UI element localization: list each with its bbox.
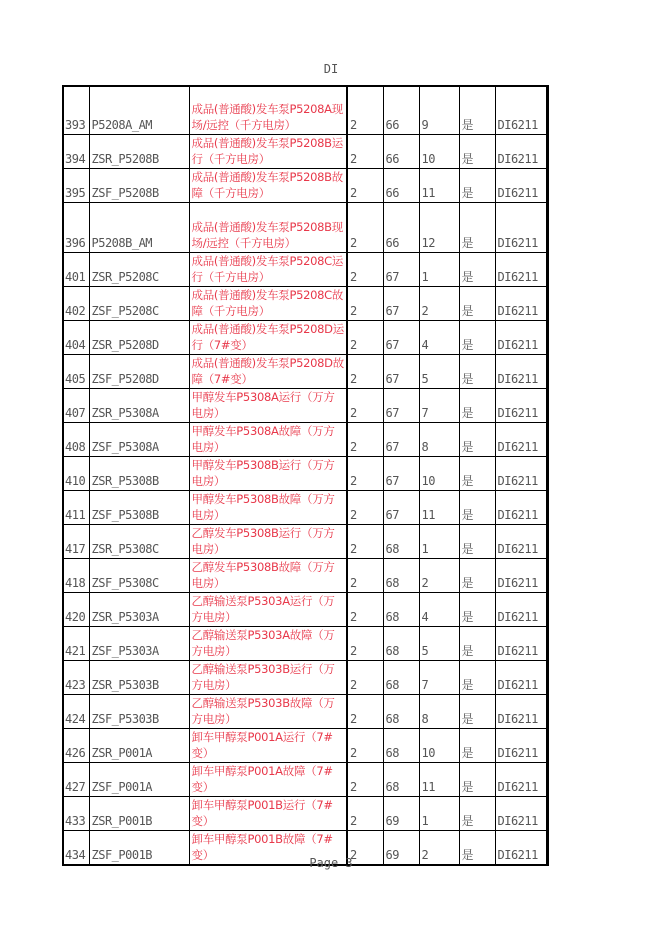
- enabled-cell: 是: [459, 422, 495, 456]
- module-cell: DI6211: [495, 762, 547, 796]
- module-cell: DI6211: [495, 830, 547, 865]
- enabled-cell: 是: [459, 592, 495, 626]
- card-type-cell: 2: [347, 694, 383, 728]
- row-number-cell: 427: [63, 762, 89, 796]
- card-number-cell: 68: [383, 626, 419, 660]
- channel-cell: 4: [419, 592, 459, 626]
- tag-cell: ZSR_P5308B: [89, 456, 189, 490]
- table-row: [63, 660, 547, 694]
- table-row: [63, 388, 547, 422]
- module-cell: DI6211: [495, 490, 547, 524]
- row-number-cell: 396: [63, 202, 89, 252]
- card-type-cell: 2: [347, 592, 383, 626]
- tag-cell: ZSR_P001A: [89, 728, 189, 762]
- row-number-cell: 417: [63, 524, 89, 558]
- enabled-cell: 是: [459, 252, 495, 286]
- description-cell: 甲醇发车P5308A故障（万方电房）: [189, 422, 347, 456]
- table-row: [63, 796, 547, 830]
- module-cell: DI6211: [495, 660, 547, 694]
- row-number-cell: 433: [63, 796, 89, 830]
- tag-cell: P5208A_AM: [89, 86, 189, 134]
- enabled-cell: 是: [459, 830, 495, 865]
- card-type-cell: 2: [347, 354, 383, 388]
- module-cell: DI6211: [495, 592, 547, 626]
- table-row: [63, 252, 547, 286]
- table-row: [63, 762, 547, 796]
- description-cell: 乙醇发车P5308B故障（万方电房）: [189, 558, 347, 592]
- card-type-cell: 2: [347, 86, 383, 134]
- tag-cell: ZSR_P5208B: [89, 134, 189, 168]
- row-number-cell: 407: [63, 388, 89, 422]
- tag-cell: ZSR_P5308C: [89, 524, 189, 558]
- card-number-cell: 67: [383, 490, 419, 524]
- card-type-cell: 2: [347, 524, 383, 558]
- card-type-cell: 2: [347, 388, 383, 422]
- tag-cell: ZSR_P5303A: [89, 592, 189, 626]
- card-type-cell: 2: [347, 728, 383, 762]
- row-number-cell: 420: [63, 592, 89, 626]
- card-number-cell: 67: [383, 320, 419, 354]
- table-row: [63, 168, 547, 202]
- tag-cell: ZSF_P5208D: [89, 354, 189, 388]
- row-number-cell: 395: [63, 168, 89, 202]
- row-number-cell: 411: [63, 490, 89, 524]
- description-cell: 卸车甲醇泵P001B运行（7#变）: [189, 796, 347, 830]
- description-cell: 甲醇发车P5308B运行（万方电房）: [189, 456, 347, 490]
- table-row: [63, 354, 547, 388]
- module-cell: DI6211: [495, 354, 547, 388]
- tag-cell: ZSF_P5308A: [89, 422, 189, 456]
- channel-cell: 11: [419, 168, 459, 202]
- channel-cell: 11: [419, 762, 459, 796]
- enabled-cell: 是: [459, 286, 495, 320]
- description-cell: 卸车甲醇泵P001A故障（7#变）: [189, 762, 347, 796]
- module-cell: DI6211: [495, 286, 547, 320]
- table-row: [63, 286, 547, 320]
- module-cell: DI6211: [495, 202, 547, 252]
- card-type-cell: 2: [347, 796, 383, 830]
- row-number-cell: 393: [63, 86, 89, 134]
- channel-cell: 2: [419, 286, 459, 320]
- channel-cell: 10: [419, 134, 459, 168]
- card-type-cell: 2: [347, 490, 383, 524]
- channel-cell: 2: [419, 558, 459, 592]
- enabled-cell: 是: [459, 728, 495, 762]
- tag-cell: ZSF_P001B: [89, 830, 189, 865]
- card-number-cell: 69: [383, 796, 419, 830]
- description-cell: 甲醇发车P5308B故障（万方电房）: [189, 490, 347, 524]
- channel-cell: 5: [419, 354, 459, 388]
- table-row: [63, 728, 547, 762]
- sheet-header-title: DI: [323, 62, 339, 76]
- row-number-cell: 404: [63, 320, 89, 354]
- table-row: [63, 422, 547, 456]
- tag-cell: ZSR_P5208D: [89, 320, 189, 354]
- description-cell: 乙醇输送泵P5303B故障（万方电房）: [189, 694, 347, 728]
- row-number-cell: 405: [63, 354, 89, 388]
- channel-cell: 12: [419, 202, 459, 252]
- description-cell: 成品(普通酸)发车泵P5208C运行（千方电房）: [189, 252, 347, 286]
- tag-cell: P5208B_AM: [89, 202, 189, 252]
- card-number-cell: 68: [383, 762, 419, 796]
- table-row: [63, 490, 547, 524]
- table-body: [63, 86, 547, 865]
- module-cell: DI6211: [495, 728, 547, 762]
- channel-cell: 7: [419, 388, 459, 422]
- tag-cell: ZSR_P001B: [89, 796, 189, 830]
- enabled-cell: 是: [459, 626, 495, 660]
- card-number-cell: 66: [383, 86, 419, 134]
- card-type-cell: 2: [347, 252, 383, 286]
- module-cell: DI6211: [495, 168, 547, 202]
- card-number-cell: 67: [383, 388, 419, 422]
- enabled-cell: 是: [459, 694, 495, 728]
- row-number-cell: 408: [63, 422, 89, 456]
- row-number-cell: 394: [63, 134, 89, 168]
- card-type-cell: 2: [347, 320, 383, 354]
- module-cell: DI6211: [495, 86, 547, 134]
- card-number-cell: 67: [383, 422, 419, 456]
- card-number-cell: 67: [383, 286, 419, 320]
- description-cell: 卸车甲醇泵P001A运行（7#变）: [189, 728, 347, 762]
- card-type-cell: 2: [347, 134, 383, 168]
- table-row: [63, 320, 547, 354]
- channel-cell: 9: [419, 86, 459, 134]
- enabled-cell: 是: [459, 168, 495, 202]
- table-row: [63, 456, 547, 490]
- row-number-cell: 410: [63, 456, 89, 490]
- module-cell: DI6211: [495, 252, 547, 286]
- module-cell: DI6211: [495, 134, 547, 168]
- channel-cell: 10: [419, 456, 459, 490]
- row-number-cell: 434: [63, 830, 89, 865]
- channel-cell: 2: [419, 830, 459, 865]
- card-number-cell: 68: [383, 694, 419, 728]
- row-number-cell: 402: [63, 286, 89, 320]
- description-cell: 成品(普通酸)发车泵P5208B故障（千方电房）: [189, 168, 347, 202]
- enabled-cell: 是: [459, 762, 495, 796]
- channel-cell: 5: [419, 626, 459, 660]
- enabled-cell: 是: [459, 490, 495, 524]
- page-number: Page 3: [309, 856, 353, 870]
- enabled-cell: 是: [459, 456, 495, 490]
- card-type-cell: 2: [347, 830, 383, 865]
- table-row: [63, 558, 547, 592]
- tag-cell: ZSF_P5208C: [89, 286, 189, 320]
- card-type-cell: 2: [347, 558, 383, 592]
- tag-cell: ZSF_P5303B: [89, 694, 189, 728]
- description-cell: 乙醇发车P5308B运行（万方电房）: [189, 524, 347, 558]
- card-number-cell: 69: [383, 830, 419, 865]
- card-number-cell: 68: [383, 524, 419, 558]
- card-number-cell: 68: [383, 660, 419, 694]
- tag-cell: ZSR_P5208C: [89, 252, 189, 286]
- module-cell: DI6211: [495, 524, 547, 558]
- description-cell: 成品(普通酸)发车泵P5208B现场/远控（千方电房）: [189, 202, 347, 252]
- module-cell: DI6211: [495, 456, 547, 490]
- enabled-cell: 是: [459, 320, 495, 354]
- tag-cell: ZSF_P5208B: [89, 168, 189, 202]
- description-cell: 乙醇输送泵P5303B运行（万方电房）: [189, 660, 347, 694]
- card-type-cell: 2: [347, 422, 383, 456]
- card-number-cell: 68: [383, 728, 419, 762]
- card-number-cell: 66: [383, 168, 419, 202]
- channel-cell: 1: [419, 252, 459, 286]
- tag-cell: ZSF_P5303A: [89, 626, 189, 660]
- table-row: [63, 202, 547, 252]
- enabled-cell: 是: [459, 660, 495, 694]
- enabled-cell: 是: [459, 796, 495, 830]
- card-number-cell: 66: [383, 134, 419, 168]
- enabled-cell: 是: [459, 558, 495, 592]
- enabled-cell: 是: [459, 202, 495, 252]
- module-cell: DI6211: [495, 388, 547, 422]
- io-point-table: [62, 85, 549, 866]
- row-number-cell: 423: [63, 660, 89, 694]
- tag-cell: ZSR_P5303B: [89, 660, 189, 694]
- module-cell: DI6211: [495, 626, 547, 660]
- table-row: [63, 86, 547, 134]
- card-type-cell: 2: [347, 660, 383, 694]
- enabled-cell: 是: [459, 354, 495, 388]
- row-number-cell: 426: [63, 728, 89, 762]
- channel-cell: 8: [419, 694, 459, 728]
- description-cell: 成品(普通酸)发车泵P5208D运行（7#变）: [189, 320, 347, 354]
- card-number-cell: 67: [383, 354, 419, 388]
- description-cell: 乙醇输送泵P5303A故障（万方电房）: [189, 626, 347, 660]
- description-cell: 成品(普通酸)发车泵P5208C故障（千方电房）: [189, 286, 347, 320]
- description-cell: 成品(普通酸)发车泵P5208D故障（7#变）: [189, 354, 347, 388]
- row-number-cell: 418: [63, 558, 89, 592]
- tag-cell: ZSF_P001A: [89, 762, 189, 796]
- card-type-cell: 2: [347, 626, 383, 660]
- card-number-cell: 67: [383, 456, 419, 490]
- channel-cell: 11: [419, 490, 459, 524]
- card-type-cell: 2: [347, 762, 383, 796]
- card-number-cell: 68: [383, 592, 419, 626]
- channel-cell: 7: [419, 660, 459, 694]
- description-cell: 甲醇发车P5308A运行（万方电房）: [189, 388, 347, 422]
- channel-cell: 8: [419, 422, 459, 456]
- card-number-cell: 66: [383, 202, 419, 252]
- description-cell: 成品(普通酸)发车泵P5208B运行（千方电房）: [189, 134, 347, 168]
- card-type-cell: 2: [347, 286, 383, 320]
- enabled-cell: 是: [459, 134, 495, 168]
- table-row: [63, 592, 547, 626]
- enabled-cell: 是: [459, 524, 495, 558]
- enabled-cell: 是: [459, 388, 495, 422]
- card-type-cell: 2: [347, 456, 383, 490]
- channel-cell: 4: [419, 320, 459, 354]
- row-number-cell: 421: [63, 626, 89, 660]
- table-row: [63, 626, 547, 660]
- module-cell: DI6211: [495, 558, 547, 592]
- card-type-cell: 2: [347, 202, 383, 252]
- description-cell: 成品(普通酸)发车泵P5208A现场/远控（千方电房）: [189, 86, 347, 134]
- description-cell: 卸车甲醇泵P001B故障（7#变）: [189, 830, 347, 865]
- row-number-cell: 424: [63, 694, 89, 728]
- table-row: [63, 134, 547, 168]
- enabled-cell: 是: [459, 86, 495, 134]
- tag-cell: ZSF_P5308B: [89, 490, 189, 524]
- module-cell: DI6211: [495, 320, 547, 354]
- description-cell: 乙醇输送泵P5303A运行（万方电房）: [189, 592, 347, 626]
- table-row: [63, 694, 547, 728]
- table-row: [63, 524, 547, 558]
- card-number-cell: 67: [383, 252, 419, 286]
- channel-cell: 1: [419, 524, 459, 558]
- module-cell: DI6211: [495, 694, 547, 728]
- tag-cell: ZSR_P5308A: [89, 388, 189, 422]
- row-number-cell: 401: [63, 252, 89, 286]
- tag-cell: ZSF_P5308C: [89, 558, 189, 592]
- module-cell: DI6211: [495, 422, 547, 456]
- channel-cell: 1: [419, 796, 459, 830]
- module-cell: DI6211: [495, 796, 547, 830]
- card-type-cell: 2: [347, 168, 383, 202]
- channel-cell: 10: [419, 728, 459, 762]
- card-number-cell: 68: [383, 558, 419, 592]
